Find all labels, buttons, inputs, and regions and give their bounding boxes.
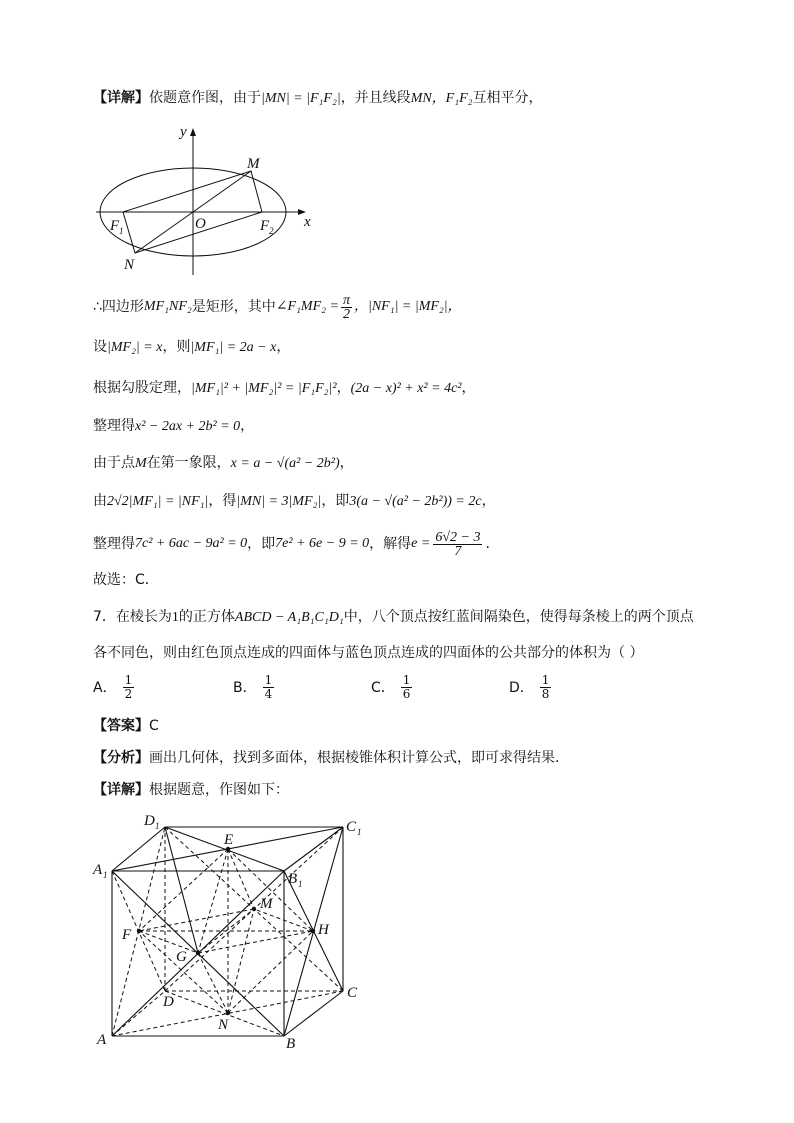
label-f2-sub: 2: [269, 226, 274, 236]
solution-line-7: 整理得 7c² + 6ac − 9a² = 0 ，即 7e² + 6e − 9 = 0 ，解得 e = $\frac{6√2 - 3}{7}$ .: [93, 529, 490, 559]
edge-a1-d1: [112, 827, 165, 871]
analysis-line: 【分析】画出几何体，找到多面体，根据棱锥体积计算公式，即可求得结果.: [93, 750, 560, 766]
question-7-line-2: 各不同色，则由红色顶点连成的四面体与蓝色顶点连成的四面体的公共部分的体积为（ ）: [93, 645, 644, 661]
label-a1-sub: 1: [103, 870, 108, 880]
label-e: E: [224, 832, 234, 848]
label-f: F: [122, 927, 132, 943]
label-f2: F: [260, 218, 270, 234]
point-h: [311, 929, 315, 933]
label-c1-sub: 1: [357, 827, 362, 837]
option-a: A． $\frac{1}{2}$: [93, 673, 133, 701]
label-a: A: [97, 1032, 107, 1048]
solution-line-6: 由2√2|MF₁| = |NF₁|，得|MN| = 3|MF₂|，即3(a − √(a² − 2b²)) = 2c，: [93, 493, 496, 509]
label-f1: F: [110, 218, 120, 234]
label-n: N: [218, 1017, 229, 1033]
ellipse-figure: [92, 120, 322, 280]
oct-n-f: [139, 931, 228, 1013]
option-c: C． $\frac{1}{6}$: [371, 673, 411, 701]
label-y: y: [180, 124, 187, 140]
fraction-e-value: $\frac{6√2 - 3}{7}$: [435, 529, 481, 559]
label-b: B: [286, 1036, 296, 1052]
detail-line-1: 【详解】依题意作图，由于|MN| = |F₁F₂|，并且线段MN，F₁F₂互相平分，: [93, 90, 543, 106]
label-c: C: [347, 985, 358, 1001]
oct-n-m: [228, 909, 254, 1013]
edge-b-c: [284, 991, 343, 1036]
question-7-line-1: 7．在棱长为1的正方体ABCD − A₁B₁C₁D₁中，八个顶点按红蓝间隔染色，使得每条棱上的两个顶点: [93, 609, 694, 625]
label-x: x: [304, 214, 311, 230]
oct-f-g: [139, 931, 198, 953]
label-c1: C: [346, 819, 357, 835]
oct-e-f: [139, 849, 228, 931]
solution-line-3: 根据勾股定理，|MF₁|² + |MF₂|² = |F₁F₂|²，(2a − x)² + x² = 4c²，: [93, 380, 476, 396]
hidden-edge-a-d: [112, 991, 165, 1036]
label-b1-sub: 1: [298, 879, 303, 889]
cube-figure: [88, 808, 378, 1053]
option-b: B． $\frac{1}{4}$: [233, 673, 273, 701]
solution-line-4: 整理得x² − 2ax + 2b² = 0，: [93, 418, 255, 434]
detail-tag: 【详解】: [93, 90, 149, 106]
label-d1: D: [144, 813, 155, 829]
solution-line-2: 设|MF₂| = x，则|MF₁| = 2a − x，: [93, 339, 291, 355]
fraction-pi-over-2: $\frac{\pi}{2}$: [342, 292, 350, 322]
solution-line-8: 故选：C．: [93, 572, 159, 588]
oct-g-h: [198, 931, 313, 953]
answer-line: 【答案】C: [93, 718, 159, 734]
label-d1-sub: 1: [155, 821, 160, 831]
point-n: [226, 1011, 230, 1015]
option-d: D． $\frac{1}{8}$: [509, 673, 550, 701]
diag-d1-a1b: [165, 827, 198, 953]
label-m: M: [247, 156, 260, 172]
oct-e-h: [228, 849, 313, 931]
oct-n-g: [198, 953, 228, 1013]
y-axis-arrow: [190, 128, 196, 136]
label-h: H: [318, 922, 329, 938]
solution-line-1: ∴四边形 MF₁NF₂ 是矩形，其中 ∠F₁MF₂ = $\frac{\pi}{2}$ ，|NF₁| = |MF₂|，: [93, 292, 462, 322]
label-m: M: [260, 896, 273, 912]
label-n: N: [124, 257, 135, 273]
label-d: D: [163, 994, 174, 1010]
label-g: G: [176, 949, 187, 965]
detail-2-line: 【详解】根据题意，作图如下：: [93, 782, 289, 798]
label-a1: A: [93, 862, 103, 878]
question-7-options: [93, 674, 653, 708]
point-f: [137, 929, 141, 933]
oct-n-h: [228, 931, 313, 1013]
edge-b1-c1: [284, 827, 343, 871]
label-b1: B: [288, 871, 298, 887]
oct-m-f: [139, 909, 254, 931]
point-m: [252, 907, 256, 911]
label-o: O: [195, 216, 206, 232]
solution-line-5: 由于点M在第一象限，x = a − √(a² − 2b²)，: [93, 455, 354, 471]
point-g: [196, 951, 200, 955]
label-f1-sub: 1: [119, 226, 124, 236]
